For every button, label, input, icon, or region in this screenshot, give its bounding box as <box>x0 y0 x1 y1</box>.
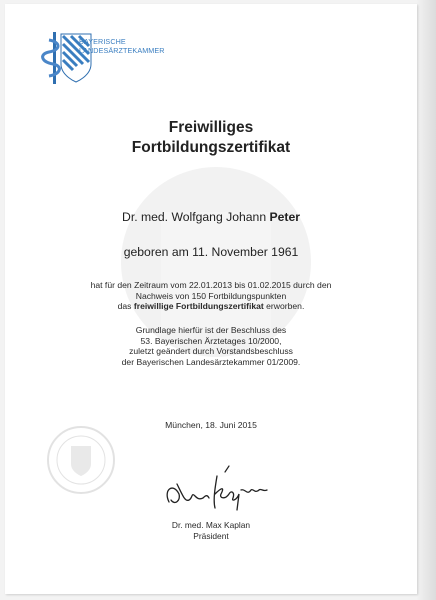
statement-line-3-prefix: das <box>117 301 134 312</box>
basis-line-1: Grundlage hierfür ist der Beschluss des <box>135 325 287 335</box>
basis-line-4: der Bayerischen Landesärztekammer 01/2009. <box>121 357 301 368</box>
statement-block <box>5 280 417 312</box>
signature-icon <box>155 460 275 520</box>
basis-line-3: zuletzt geändert durch Vorstandsbeschluss <box>129 346 293 357</box>
statement-line-1: hat für den Zeitraum vom 22.01.2013 bis 01.02.2015 durch den <box>90 280 332 290</box>
recipient-surname: Peter <box>269 210 300 224</box>
statement-line-3-suffix: erworben. <box>263 301 305 312</box>
signer-block <box>5 520 417 541</box>
logo-line-1: BAYERISCHE <box>79 37 126 46</box>
page-edge-shadow <box>417 0 436 600</box>
seal-icon <box>45 424 117 496</box>
logo-line-2: LANDESÄRZTEKAMMER <box>79 45 165 55</box>
watermark-icon <box>101 142 331 412</box>
basis-block <box>5 325 417 368</box>
statement-line-3-bold: freiwillige Fortbildungszertifikat <box>133 301 264 312</box>
certificate-title-line-1: Freiwilliges <box>168 119 254 136</box>
certificate-title-line-2: Fortbildungszertifikat <box>131 139 291 156</box>
logo-text <box>79 38 165 55</box>
certificate-page <box>5 4 417 594</box>
basis-line-2: 53. Bayerischen Ärztetages 10/2000, <box>140 335 282 346</box>
place-date: München, 18. Juni 2015 <box>165 420 257 430</box>
signer-name: Dr. med. Max Kaplan <box>171 520 251 530</box>
recipient-name-prefix: Dr. med. Wolfgang Johann <box>122 210 270 224</box>
recipient-name <box>5 210 417 224</box>
statement-line-3 <box>5 301 417 312</box>
signer-role: Präsident <box>193 530 229 541</box>
recipient-birth: geboren am 11. November 1961 <box>123 245 299 259</box>
statement-line-2: Nachweis von 150 Fortbildungspunkten <box>135 290 287 301</box>
